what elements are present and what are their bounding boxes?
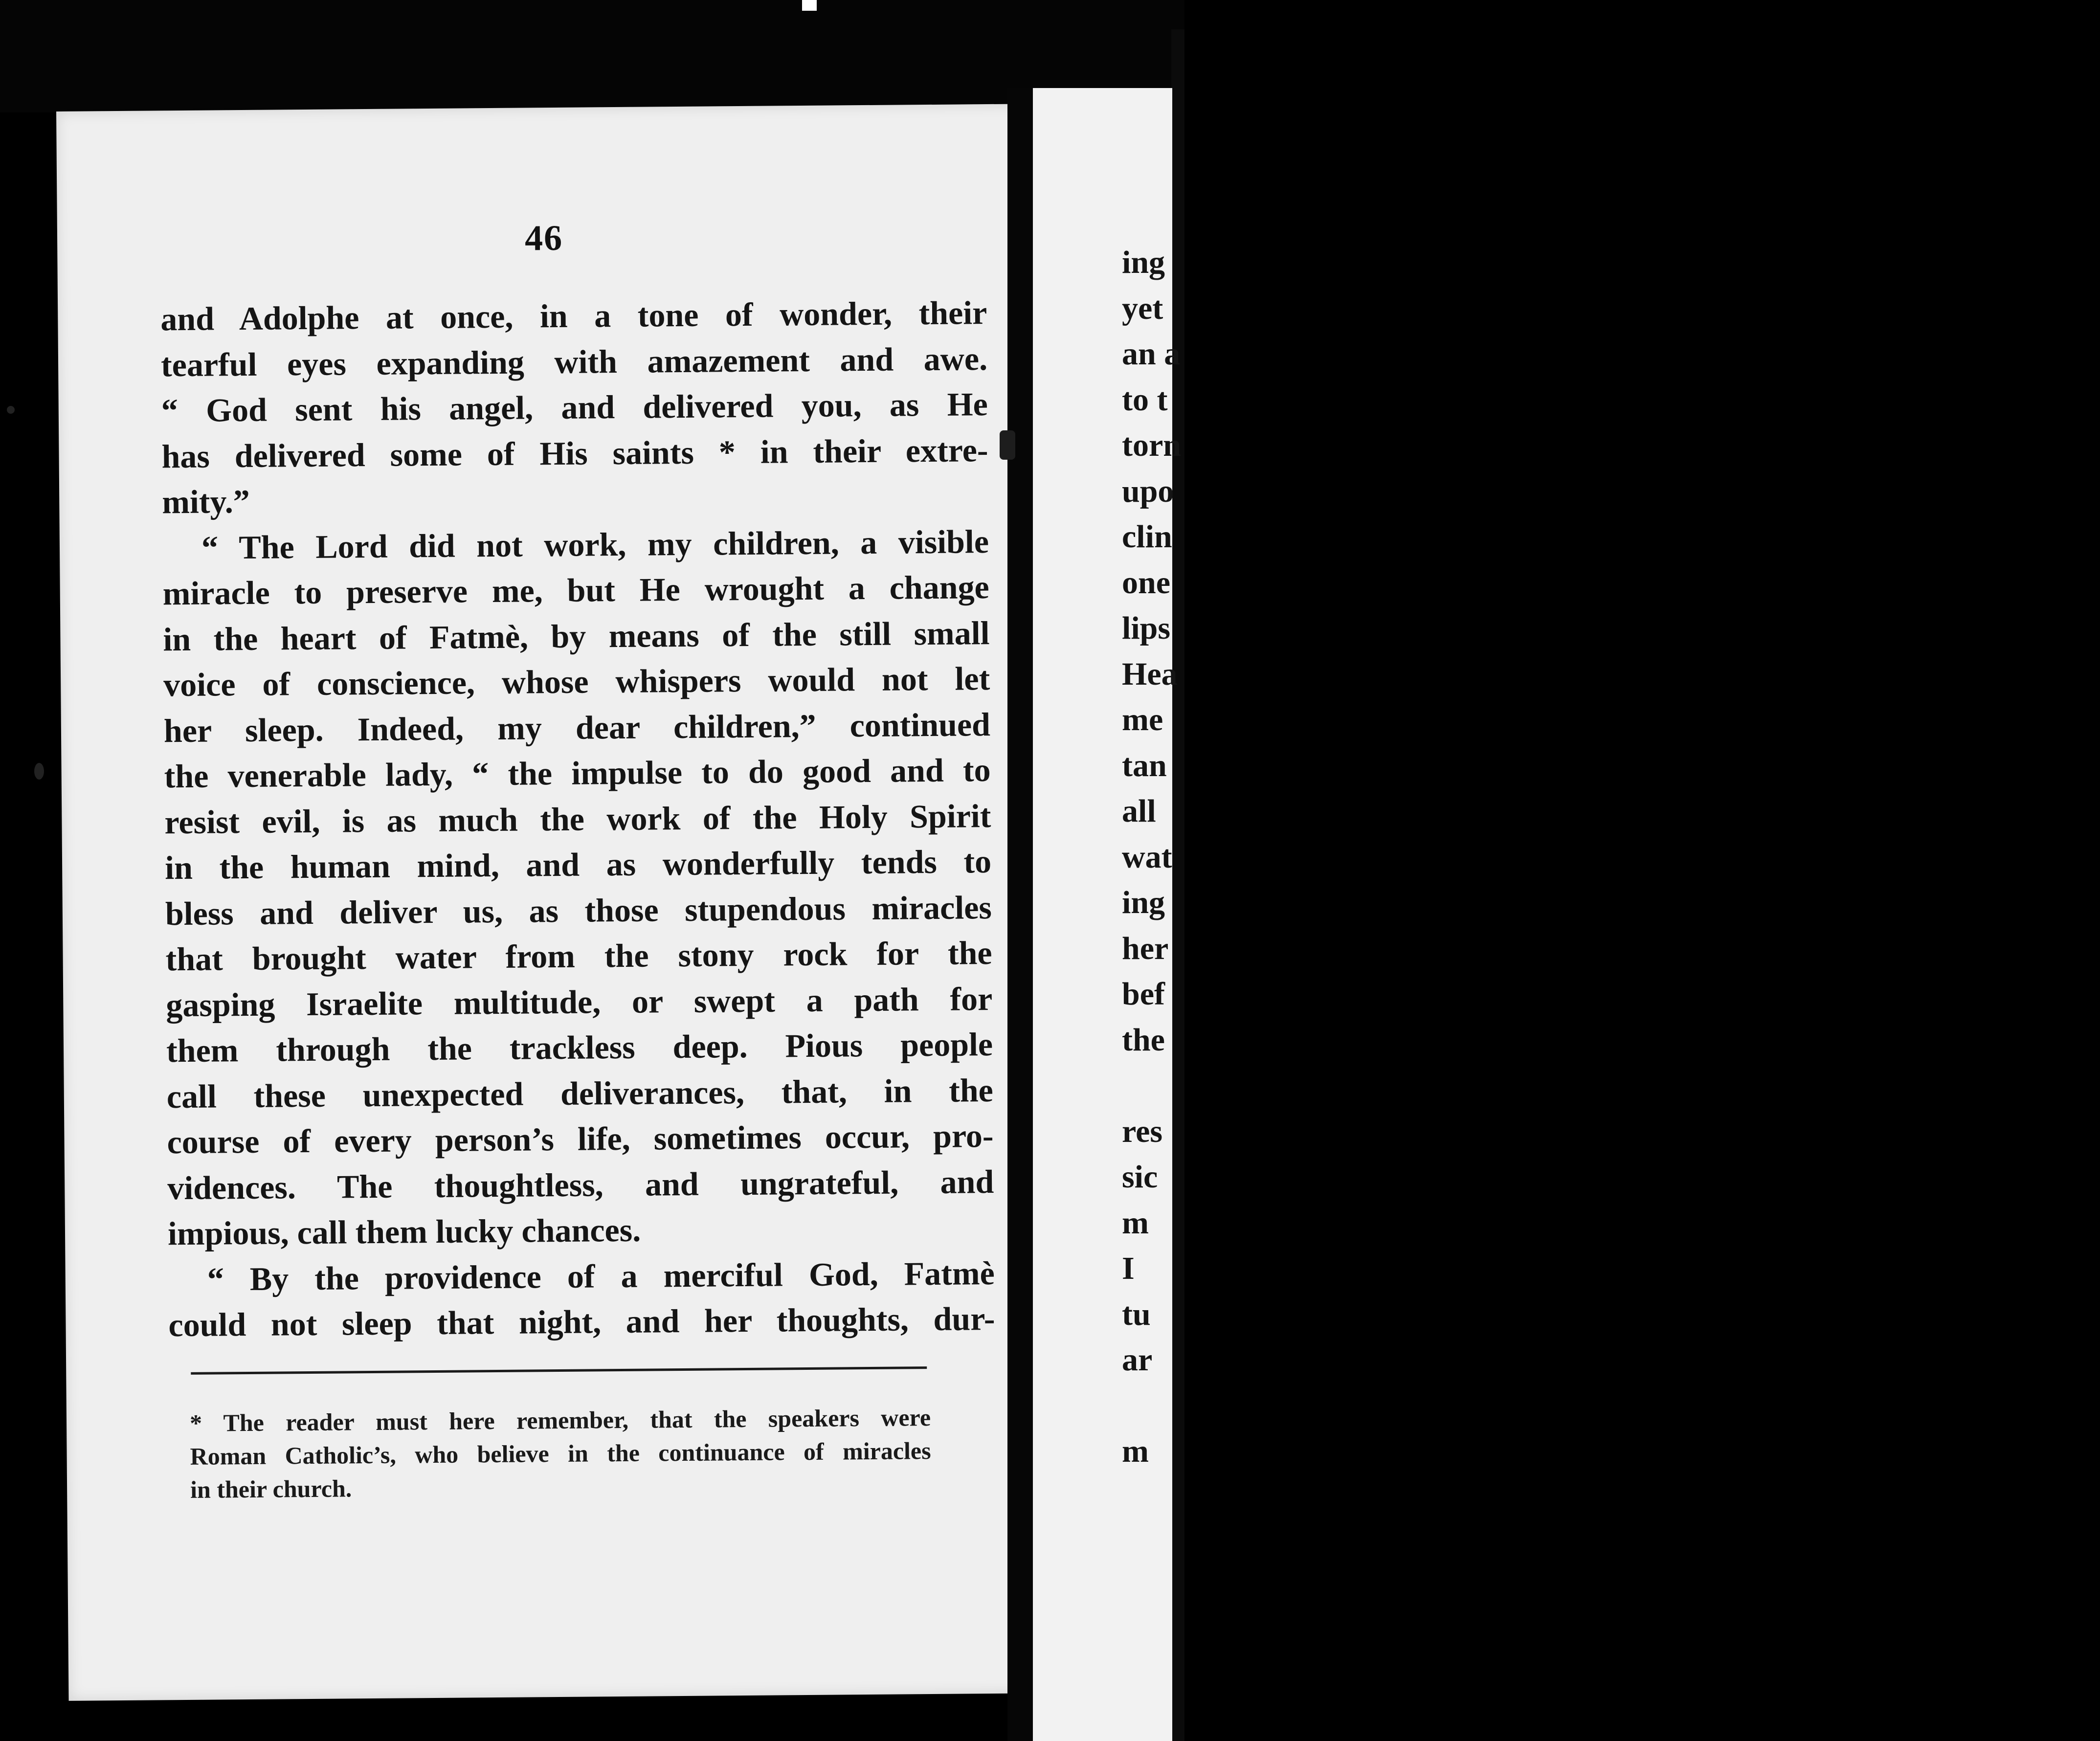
text-line: could not sleep that night, and her thoughts, dur-: [168, 1300, 995, 1344]
text-line: mity.”: [161, 482, 250, 521]
text-line: bless and deliver us, as those stupendous miracles: [165, 888, 992, 932]
fragment-line: the: [1122, 1022, 1165, 1058]
text-line: call these unexpected deliverances, that, in the: [166, 1071, 994, 1115]
adjacent-page: [1033, 88, 1181, 1741]
scan-speck: [34, 763, 44, 780]
fragment-line: upo: [1122, 473, 1174, 509]
fragment-line: [1122, 1383, 2100, 1429]
fragment-line: m: [1122, 1205, 1149, 1241]
fragment-line: bef: [1122, 976, 1165, 1012]
page-number: 46: [524, 218, 563, 259]
page-body: [160, 290, 995, 1348]
fragment-line: I: [1122, 1250, 1135, 1286]
text-line: impious, call them lucky chances.: [167, 1211, 641, 1252]
text-line: tearful eyes expanding with amazement and awe.: [160, 339, 988, 383]
text-line: that brought water from the stony rock for the: [165, 934, 992, 978]
fragment-line: m: [1122, 1433, 1149, 1469]
fragment-line: Hea: [1122, 656, 1178, 692]
text-line: voice of conscience, whose whispers would not let: [163, 660, 990, 704]
footnote: [190, 1401, 932, 1506]
text-line: in the human mind, and as wonderfully tends to: [164, 843, 992, 887]
fragment-line: to t: [1122, 381, 1168, 418]
text-line: miracle to preserve me, but He wrought a change: [162, 568, 989, 612]
text-line: has delivered some of His saints * in their extre-: [161, 431, 988, 475]
text-line: the venerable lady, “ the impulse to do good and to: [164, 751, 991, 795]
text-line: gasping Israelite multitude, or swept a path for: [166, 980, 993, 1024]
binding-mark: [1000, 430, 1015, 460]
fragment-line: me: [1122, 702, 1163, 737]
fragment-line: an a: [1122, 336, 1181, 372]
text-line: “ By the providence of a merciful God, Fatmè: [207, 1254, 995, 1298]
scan-top-border: [0, 0, 1184, 112]
text-line: them through the trackless deep. Pious people: [166, 1026, 993, 1070]
footnote-line: Roman Catholic’s, who believe in the continuance of miracles: [190, 1437, 931, 1470]
text-line: her sleep. Indeed, my dear children,” continued: [163, 705, 991, 749]
fragment-line: tan: [1122, 747, 1167, 783]
fragment-line: her: [1122, 930, 1169, 966]
scan-speck: [802, 0, 817, 11]
book-gutter: [1007, 88, 1036, 1741]
fragment-line: [1122, 1063, 2100, 1109]
footnote-line: * The reader must here remember, that the speakers were: [189, 1404, 931, 1437]
fragment-line: lips: [1122, 610, 1171, 646]
footnote-divider: [191, 1366, 927, 1375]
text-line: and Adolphe at once, in a tone of wonder, their: [160, 294, 987, 338]
text-line: “ God sent his angel, and delivered you, as He: [161, 385, 988, 429]
footnote-line: in their church.: [190, 1474, 352, 1503]
fragment-line: ing: [1122, 245, 1165, 280]
text-line: vidences. The thoughtless, and ungrateful, and: [167, 1162, 994, 1206]
fragment-line: tu: [1122, 1296, 1151, 1332]
text-line: in the heart of Fatmè, by means of the still small: [163, 614, 990, 658]
fragment-line: clin: [1122, 519, 1172, 555]
fragment-line: torn: [1122, 427, 1181, 463]
scan-speck: [7, 406, 15, 414]
fragment-line: wat: [1122, 839, 1172, 875]
text-line: resist evil, is as much the work of the Holy Spirit: [164, 797, 991, 841]
fragment-line: sic: [1122, 1159, 1158, 1195]
fragment-line: all: [1122, 793, 1156, 829]
text-line: “ The Lord did not work, my children, a visible: [201, 522, 989, 566]
text-line: course of every person’s life, sometimes occur, pro-: [167, 1117, 994, 1161]
adjacent-page-text: [1122, 240, 2100, 1474]
fragment-line: one: [1122, 564, 1170, 601]
fragment-line: yet: [1122, 290, 1163, 326]
fragment-line: res: [1122, 1113, 1163, 1149]
book-page: [56, 104, 1042, 1701]
fragment-line: ing: [1122, 885, 1165, 920]
fragment-line: ar: [1122, 1342, 1153, 1378]
